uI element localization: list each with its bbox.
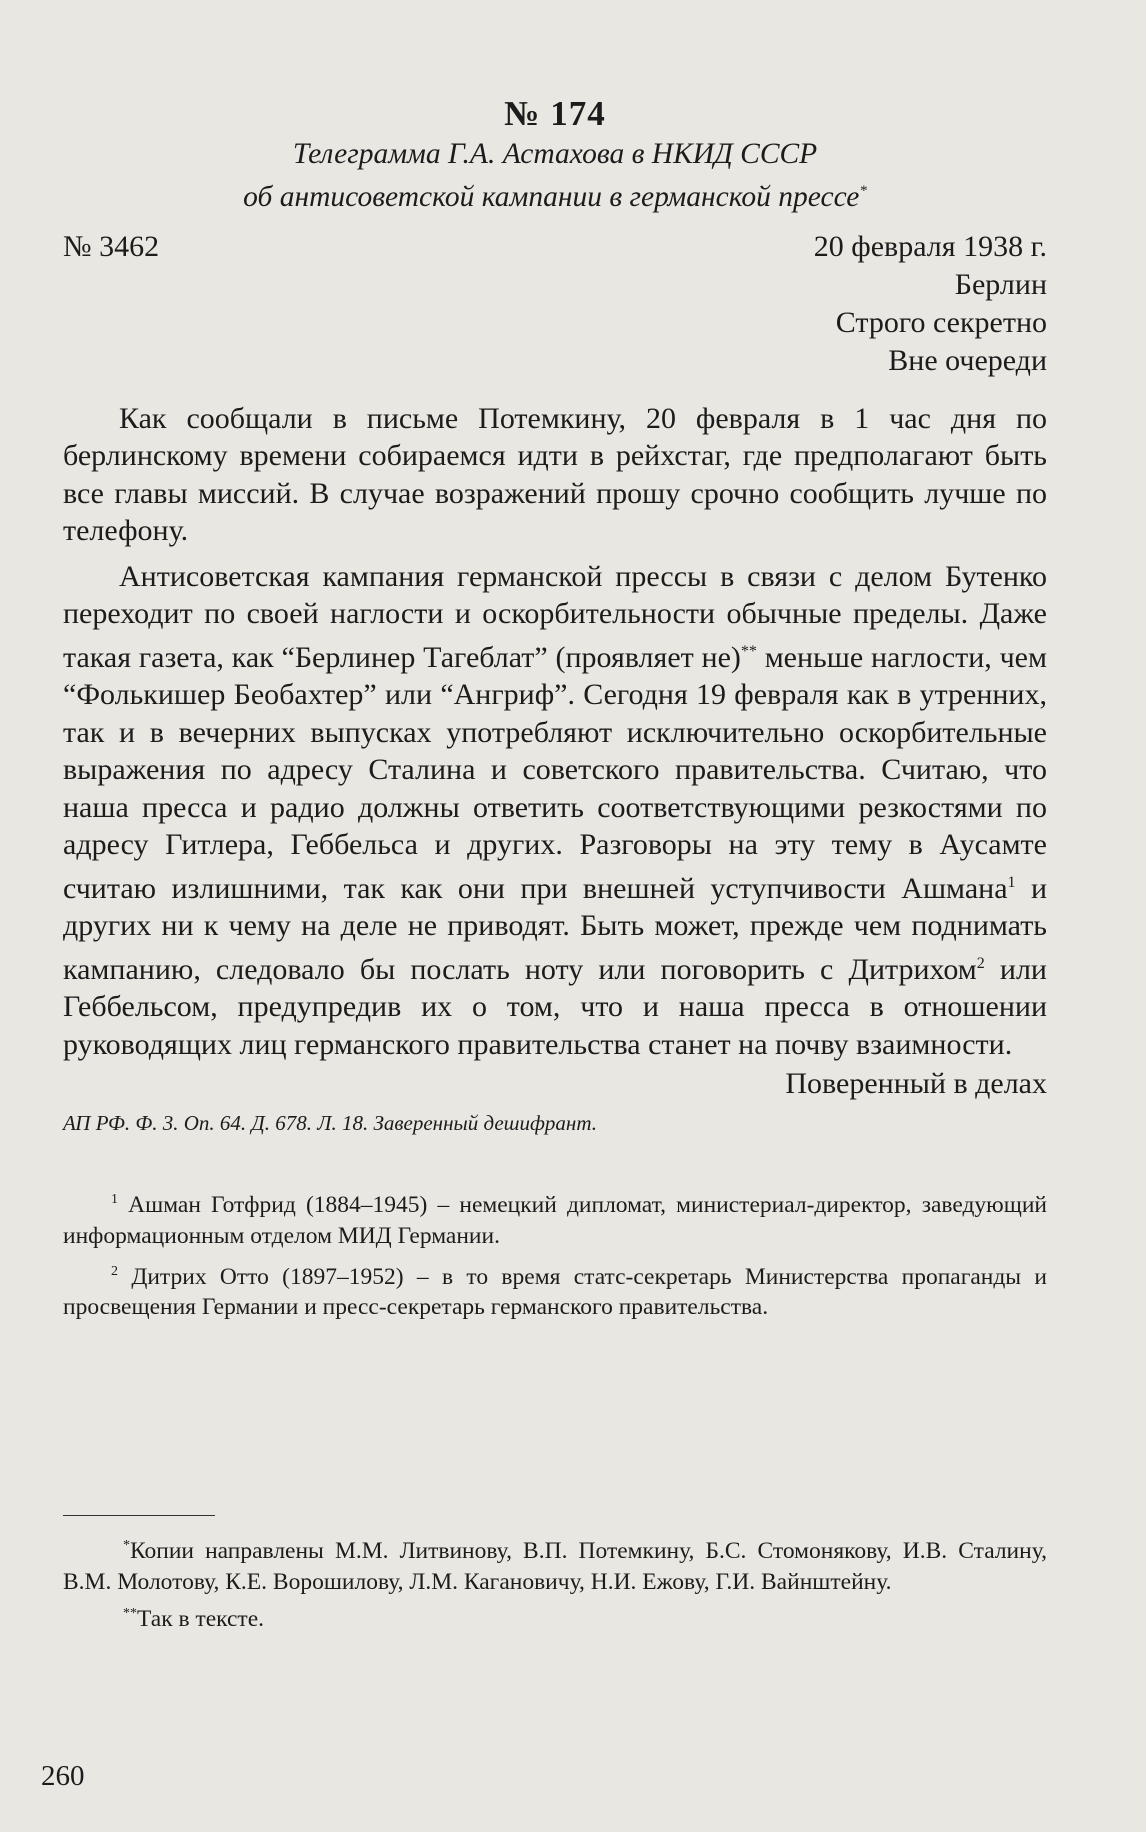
footnote-2-text: Дитрих Отто (1897–1952) – в то время статс-секретарь Министерства пропаганды и просвещения Германии и пресс-секретарь германского правительства. bbox=[63, 1263, 1047, 1321]
editor-note-1-mark: * bbox=[123, 1537, 130, 1553]
telegram-place: Берлин bbox=[954, 267, 1047, 301]
telegram-number: № 3462 bbox=[63, 229, 160, 263]
footnote-2-mark: 2 bbox=[111, 1264, 118, 1280]
footnotes bbox=[63, 1185, 1047, 1323]
title-line-2-text: об антисоветской кампании в германской прессе bbox=[243, 180, 860, 213]
footnote-1 bbox=[63, 1185, 1047, 1251]
body-paragraph-2-part-b: меньше наглости, чем “Фолькишер Беобахтер” или “Ангриф”. Сегодня 19 февраля как в утренних, так и в вечерних выпусках употребляют исключительно оскорбительные выражения по адресу Сталина и советского правительства. Считаю, что наша пресса и радио должны ответить соответствующими резкостями по адресу Гитлера, Геббельса и других. Разговоры на эту тему в Аусамте считаю излишними, так как они при внешней уступчивости Ашмана bbox=[63, 640, 1047, 905]
title-line-1: Телеграмма Г.А. Астахова в НКИД СССР bbox=[292, 138, 818, 170]
footnote-mark-double-star: ** bbox=[740, 642, 757, 660]
body-paragraph-1: Как сообщали в письме Потемкину, 20 февраля в 1 час дня по берлинскому времени собираемся идти в рейхстаг, где предполагают быть все главы миссий. В случае возражений прошу срочно сообщить лучше по телефону. bbox=[63, 401, 1047, 548]
archive-reference: АП РФ. Ф. 3. Оп. 64. Д. 678. Л. 18. Заверенный дешифрант. bbox=[63, 1111, 598, 1136]
body-paragraph-2-part-a: Антисоветская кампания германской прессы в связи с делом Бутенко переходит по своей наглости и оскорбительности обычные пределы. Даже такая газета, как “Берлинер Тагеблат” (проявляет не) bbox=[63, 559, 1047, 674]
telegram-body bbox=[63, 400, 1047, 1064]
page-number: 260 bbox=[41, 1760, 85, 1792]
document-number: № 174 bbox=[504, 94, 606, 133]
meta-row bbox=[63, 228, 1047, 266]
body-paragraph-2-part-d: или Геббельсом, предупредив их о том, что и наша пресса в отношении руководящих лиц германского правительства станет на почву взаимности. bbox=[63, 952, 1047, 1061]
document-title bbox=[63, 136, 1047, 216]
editor-note-2-text: Так в тексте. bbox=[137, 1605, 265, 1632]
footnote-1-text: Ашман Готфрид (1884–1945) – немецкий дипломат, министериал-директор, заведующий информационным отделом МИД Германии. bbox=[63, 1192, 1047, 1249]
editor-note-2-mark: ** bbox=[123, 1605, 137, 1621]
editor-note-2 bbox=[63, 1598, 1047, 1635]
footnote-mark-2: 2 bbox=[976, 954, 985, 972]
signature: Поверенный в делах bbox=[785, 1067, 1047, 1101]
footnote-divider bbox=[63, 1515, 215, 1516]
telegram-date: 20 февраля 1938 г. bbox=[813, 229, 1047, 263]
footnote-2 bbox=[63, 1257, 1047, 1323]
editor-note-1 bbox=[63, 1530, 1047, 1598]
title-line-2 bbox=[63, 173, 1047, 216]
title-footnote-mark: * bbox=[859, 183, 867, 199]
priority-label: Вне очереди bbox=[888, 343, 1047, 377]
meta-right-block bbox=[63, 266, 1047, 380]
editor-note-1-text: Копии направлены М.М. Литвинову, В.П. Потемкину, Б.С. Стомонякову, И.В. Сталину, В.М. Молотову, К.Е. Ворошилову, Л.М. Кагановичу, Н.И. Ежову, Г.И. Вайнштейну. bbox=[63, 1537, 1047, 1595]
classification-label: Строго секретно bbox=[835, 305, 1047, 339]
body-paragraph-2-part-c: и других ни к чему на деле не приводят. Быть может, прежде чем поднимать кампанию, следовало бы послать ноту или поговорить с Дитрихом bbox=[63, 871, 1048, 986]
footnote-1-mark: 1 bbox=[111, 1192, 118, 1208]
footnote-mark-1: 1 bbox=[1007, 873, 1016, 891]
body-paragraph-2 bbox=[63, 558, 1047, 1064]
editor-notes bbox=[63, 1530, 1047, 1635]
